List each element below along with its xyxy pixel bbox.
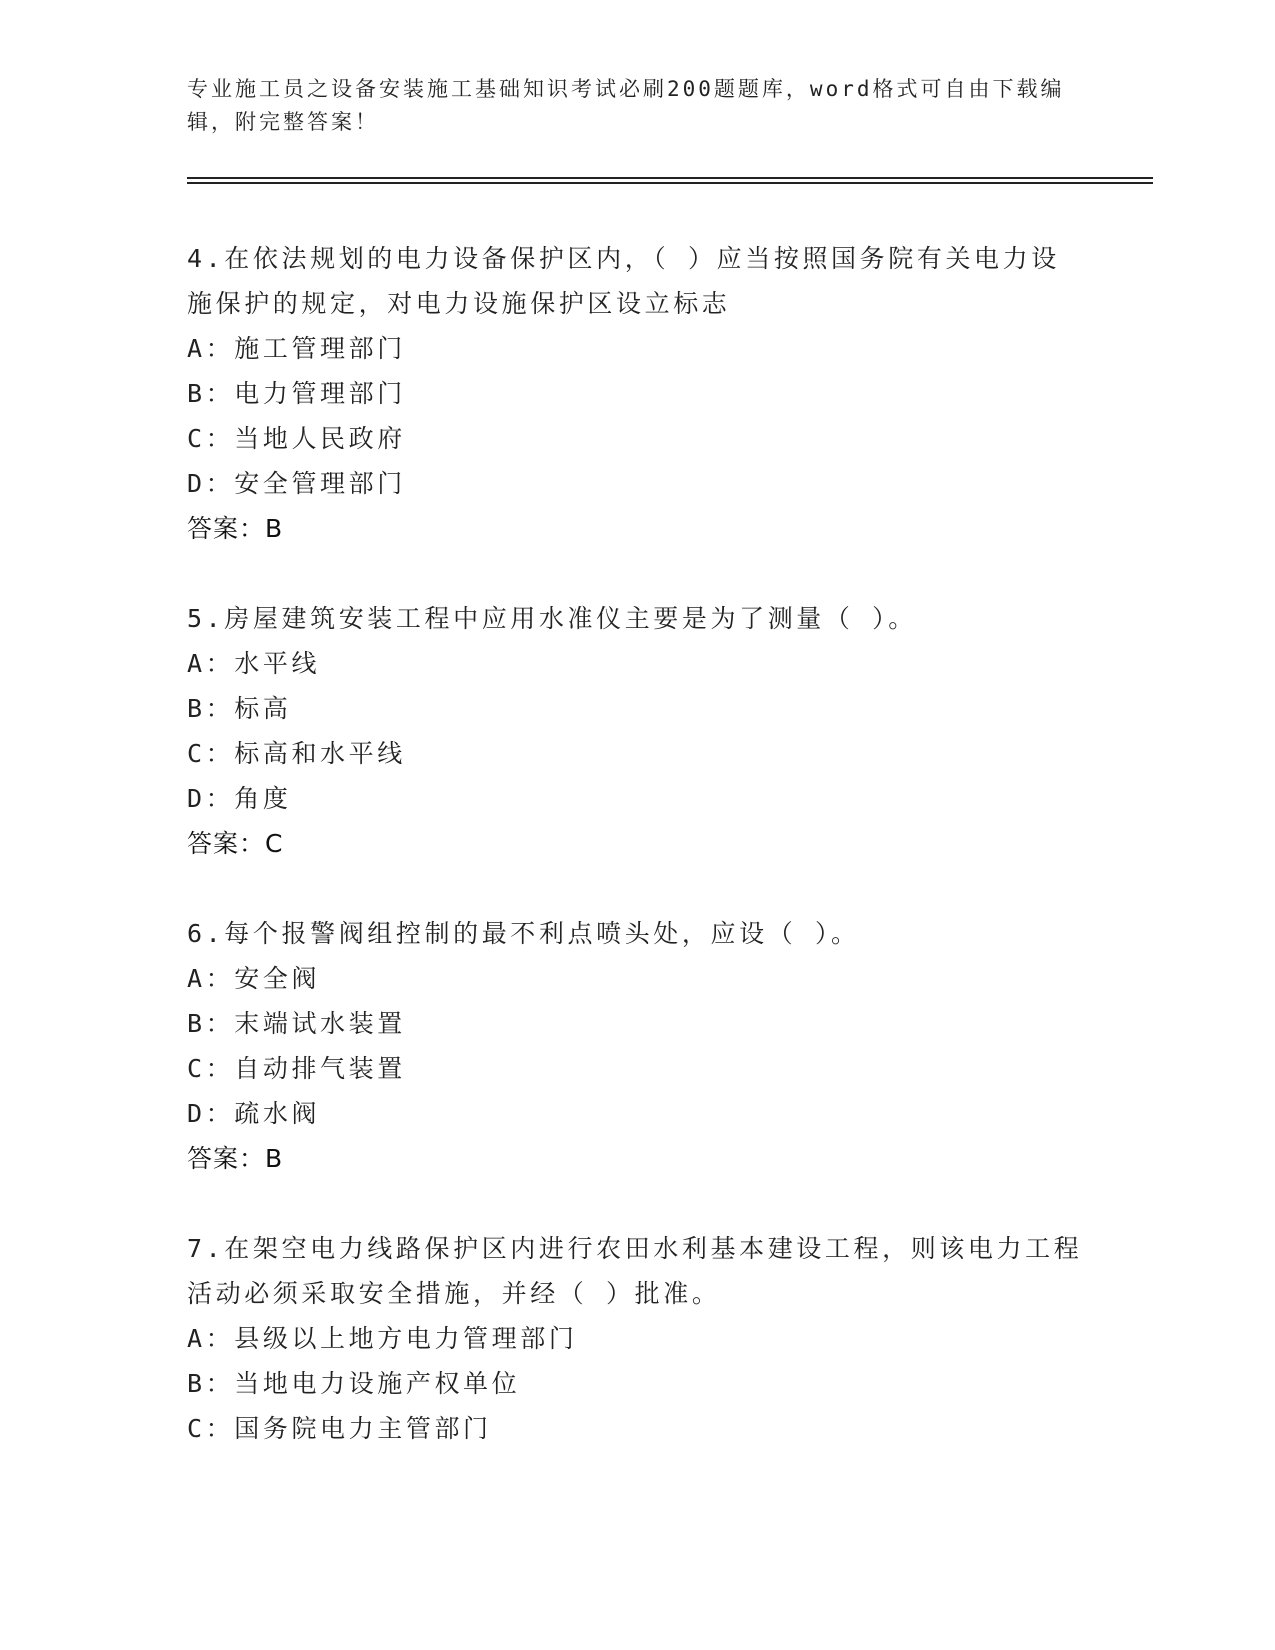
option-d: D：安全管理部门 — [187, 469, 406, 498]
option-a: A：水平线 — [187, 649, 321, 678]
option-c: C：当地人民政府 — [187, 424, 406, 453]
question-list — [187, 236, 1087, 1496]
option-d: D：角度 — [187, 784, 292, 813]
header-rule-bottom — [187, 182, 1153, 184]
header-rule-top — [187, 177, 1153, 179]
question-4 — [187, 236, 1087, 551]
option-a: A：施工管理部门 — [187, 334, 406, 363]
question-6 — [187, 911, 1087, 1181]
option-c: C：标高和水平线 — [187, 739, 406, 768]
question-text: 5.房屋建筑安装工程中应用水准仪主要是为了测量（ ）。 — [187, 604, 917, 633]
answer-label: 答案：B — [187, 514, 284, 543]
option-a: A：安全阀 — [187, 964, 321, 993]
question-text: 6.每个报警阀组控制的最不利点喷头处，应设（ ）。 — [187, 919, 860, 948]
option-b: B：末端试水装置 — [187, 1009, 406, 1038]
option-a: A：县级以上地方电力管理部门 — [187, 1324, 578, 1353]
question-text: 7.在架空电力线路保护区内进行农田水利基本建设工程，则该电力工程活动必须采取安全措施，并经（ ）批准。 — [187, 1234, 1083, 1308]
option-c: C：国务院电力主管部门 — [187, 1414, 492, 1443]
answer-label: 答案：C — [187, 829, 284, 858]
question-7 — [187, 1226, 1087, 1451]
question-text: 4.在依法规划的电力设备保护区内，（ ）应当按照国务院有关电力设施保护的规定，对电力设施保护区设立标志 — [187, 244, 1060, 318]
option-b: B：电力管理部门 — [187, 379, 406, 408]
option-b: B：标高 — [187, 694, 292, 723]
option-b: B：当地电力设施产权单位 — [187, 1369, 521, 1398]
option-c: C：自动排气装置 — [187, 1054, 406, 1083]
document-header: 专业施工员之设备安装施工基础知识考试必刷200题题库，word格式可自由下载编辑，附完整答案！ — [187, 77, 1065, 134]
answer-label: 答案：B — [187, 1144, 284, 1173]
option-d: D：疏水阀 — [187, 1099, 321, 1128]
question-5 — [187, 596, 1087, 866]
